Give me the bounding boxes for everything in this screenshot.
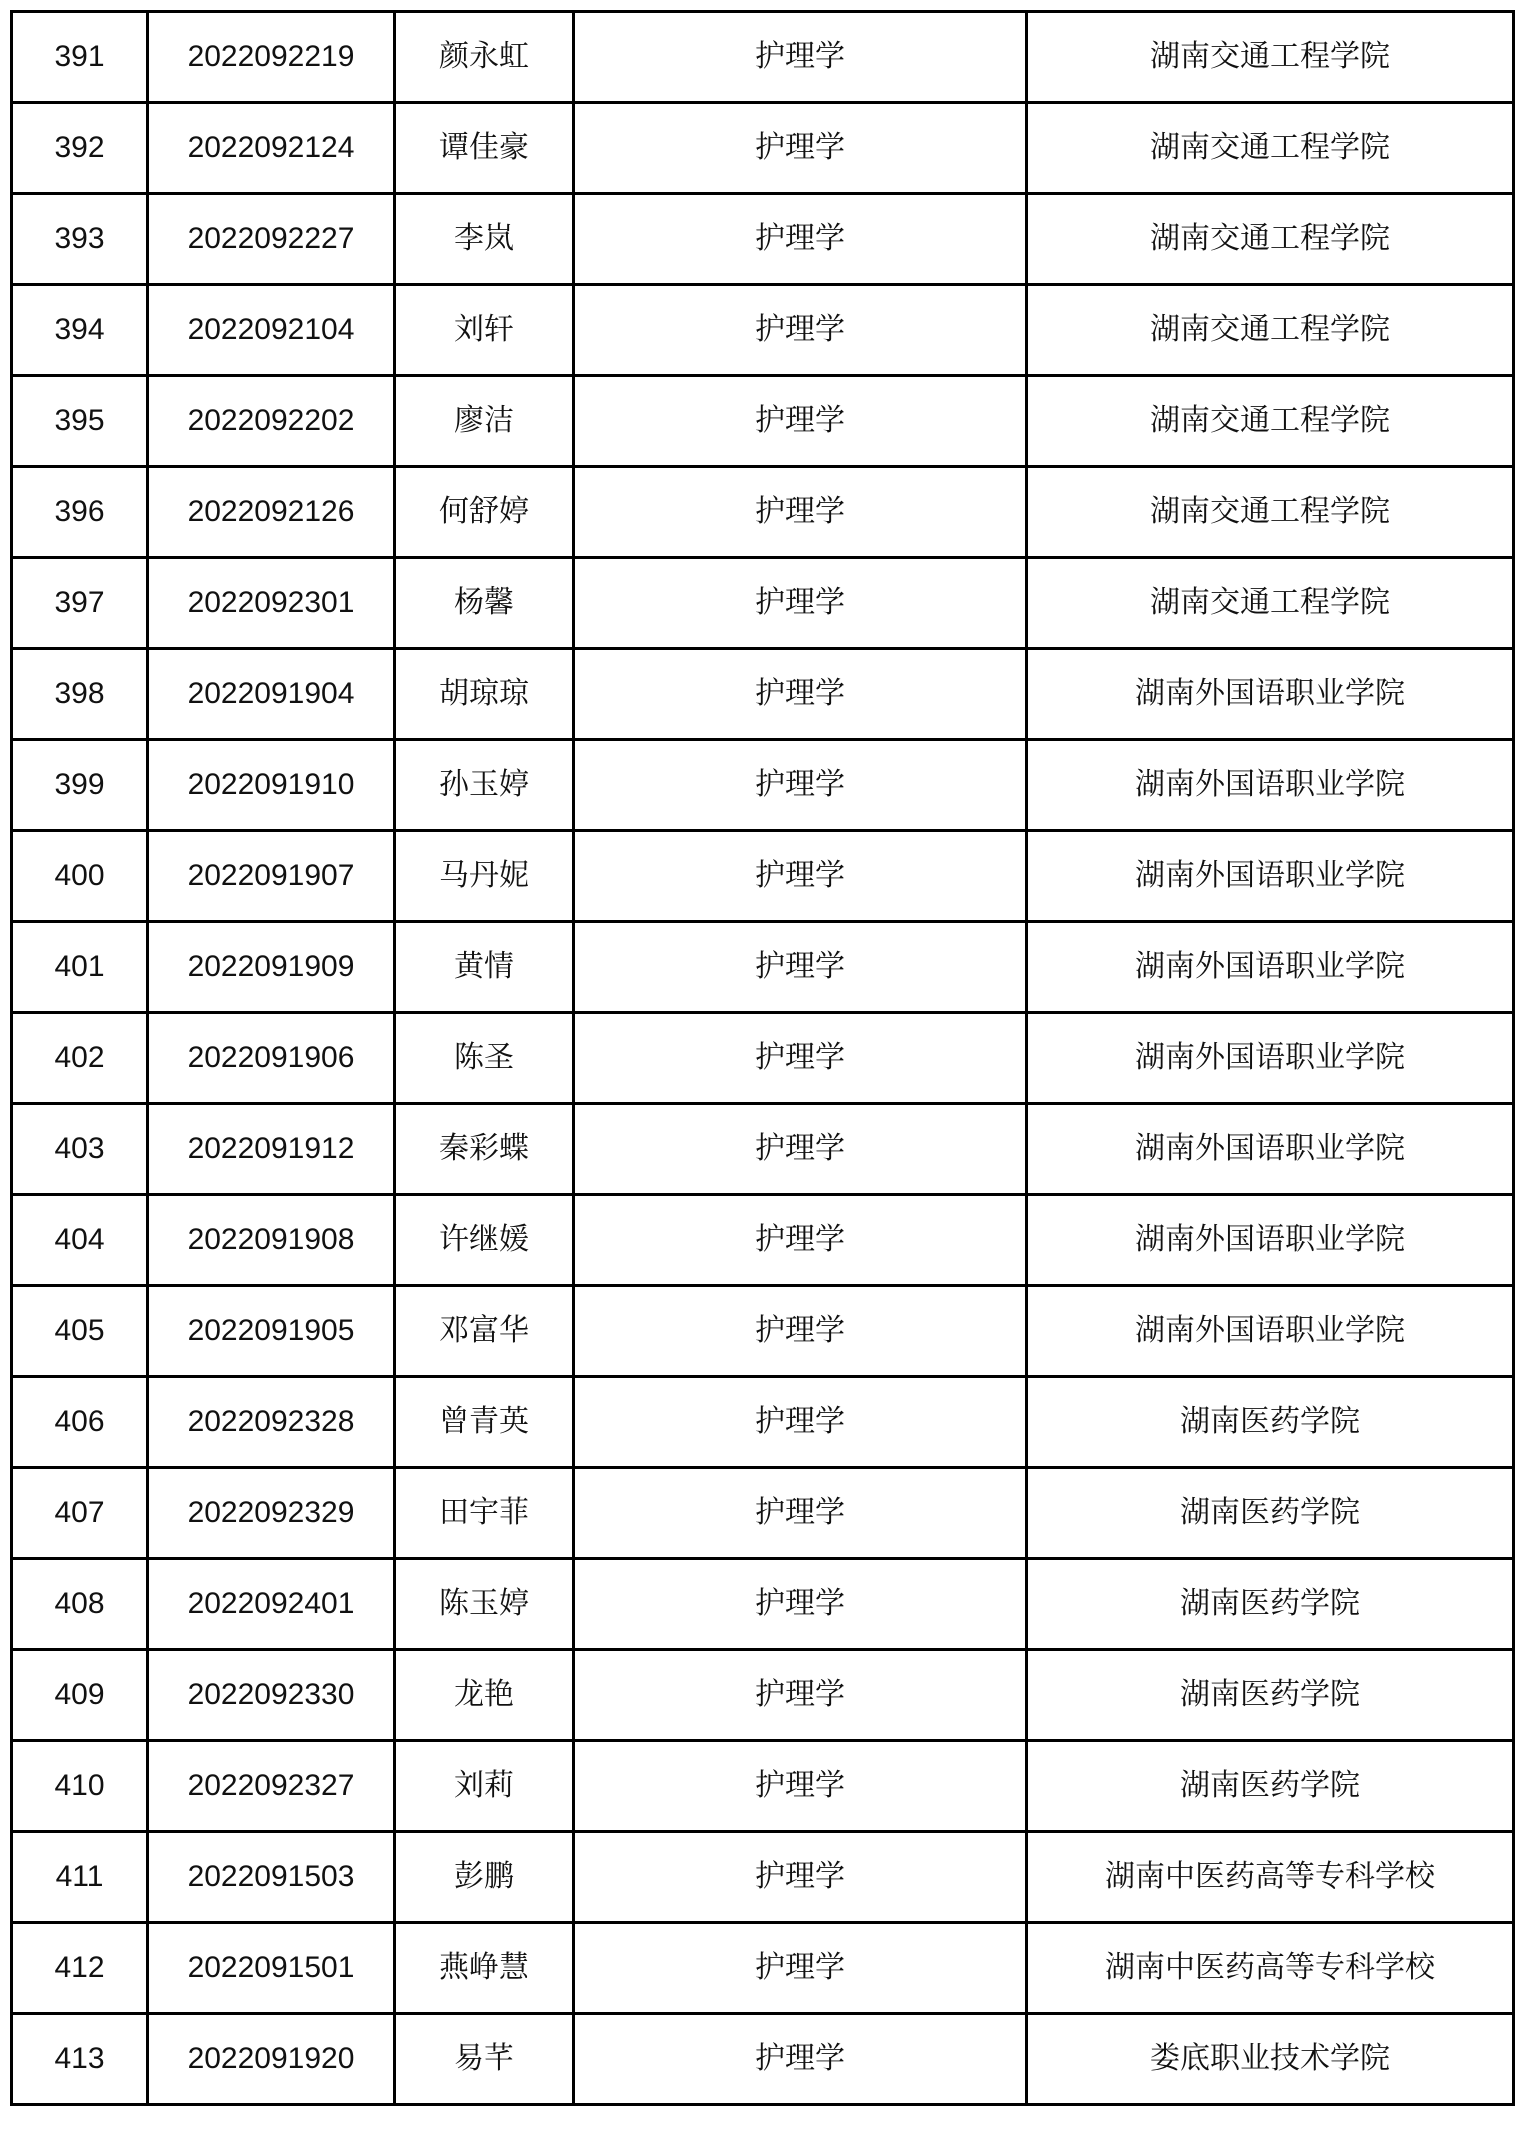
table-row — [12, 1650, 1514, 1741]
cell-school: 湖南医药学院 — [1027, 1468, 1514, 1559]
cell-major: 护理学 — [574, 831, 1027, 922]
student-roster-table — [10, 10, 1515, 2106]
cell-sequence-number: 398 — [12, 649, 148, 740]
cell-school: 湖南外国语职业学院 — [1027, 922, 1514, 1013]
cell-major: 护理学 — [574, 467, 1027, 558]
cell-sequence-number: 393 — [12, 194, 148, 285]
cell-student-id: 2022092330 — [148, 1650, 395, 1741]
cell-student-name: 胡琼琼 — [395, 649, 574, 740]
cell-school: 娄底职业技术学院 — [1027, 2014, 1514, 2105]
table-row — [12, 1832, 1514, 1923]
cell-student-id: 2022092219 — [148, 12, 395, 103]
table-row — [12, 103, 1514, 194]
cell-student-id: 2022091908 — [148, 1195, 395, 1286]
cell-student-id: 2022092104 — [148, 285, 395, 376]
cell-major: 护理学 — [574, 194, 1027, 285]
cell-major: 护理学 — [574, 1741, 1027, 1832]
cell-sequence-number: 409 — [12, 1650, 148, 1741]
cell-sequence-number: 396 — [12, 467, 148, 558]
cell-student-name: 燕峥慧 — [395, 1923, 574, 2014]
cell-major: 护理学 — [574, 1195, 1027, 1286]
cell-school: 湖南交通工程学院 — [1027, 194, 1514, 285]
table-row — [12, 1013, 1514, 1104]
cell-sequence-number: 395 — [12, 376, 148, 467]
cell-student-name: 陈玉婷 — [395, 1559, 574, 1650]
cell-student-id: 2022092126 — [148, 467, 395, 558]
table-row — [12, 1741, 1514, 1832]
table-row — [12, 12, 1514, 103]
cell-major: 护理学 — [574, 1923, 1027, 2014]
cell-major: 护理学 — [574, 12, 1027, 103]
cell-major: 护理学 — [574, 103, 1027, 194]
cell-student-name: 田宇菲 — [395, 1468, 574, 1559]
cell-student-id: 2022091910 — [148, 740, 395, 831]
cell-major: 护理学 — [574, 740, 1027, 831]
cell-student-name: 邓富华 — [395, 1286, 574, 1377]
table-row — [12, 1923, 1514, 2014]
cell-sequence-number: 405 — [12, 1286, 148, 1377]
table-row — [12, 922, 1514, 1013]
cell-student-name: 黄情 — [395, 922, 574, 1013]
cell-student-id: 2022091503 — [148, 1832, 395, 1923]
cell-major: 护理学 — [574, 1832, 1027, 1923]
cell-student-name: 谭佳豪 — [395, 103, 574, 194]
cell-student-id: 2022092329 — [148, 1468, 395, 1559]
cell-sequence-number: 392 — [12, 103, 148, 194]
cell-student-name: 曾青英 — [395, 1377, 574, 1468]
table-row — [12, 1377, 1514, 1468]
cell-sequence-number: 410 — [12, 1741, 148, 1832]
cell-student-id: 2022092124 — [148, 103, 395, 194]
cell-sequence-number: 399 — [12, 740, 148, 831]
cell-student-id: 2022091904 — [148, 649, 395, 740]
cell-student-name: 秦彩蝶 — [395, 1104, 574, 1195]
cell-school: 湖南外国语职业学院 — [1027, 1013, 1514, 1104]
cell-sequence-number: 406 — [12, 1377, 148, 1468]
table-row — [12, 558, 1514, 649]
cell-sequence-number: 411 — [12, 1832, 148, 1923]
cell-sequence-number: 391 — [12, 12, 148, 103]
cell-student-name: 杨馨 — [395, 558, 574, 649]
cell-student-id: 2022091920 — [148, 2014, 395, 2105]
cell-major: 护理学 — [574, 1468, 1027, 1559]
cell-student-id: 2022091909 — [148, 922, 395, 1013]
cell-school: 湖南交通工程学院 — [1027, 103, 1514, 194]
cell-student-name: 廖洁 — [395, 376, 574, 467]
cell-major: 护理学 — [574, 922, 1027, 1013]
cell-student-name: 陈圣 — [395, 1013, 574, 1104]
table-body — [12, 12, 1514, 2105]
cell-sequence-number: 400 — [12, 831, 148, 922]
cell-student-name: 许继媛 — [395, 1195, 574, 1286]
cell-school: 湖南外国语职业学院 — [1027, 1104, 1514, 1195]
cell-sequence-number: 397 — [12, 558, 148, 649]
cell-sequence-number: 401 — [12, 922, 148, 1013]
cell-student-id: 2022092327 — [148, 1741, 395, 1832]
cell-school: 湖南医药学院 — [1027, 1559, 1514, 1650]
cell-school: 湖南交通工程学院 — [1027, 12, 1514, 103]
cell-sequence-number: 408 — [12, 1559, 148, 1650]
table-row — [12, 1104, 1514, 1195]
cell-major: 护理学 — [574, 1377, 1027, 1468]
cell-major: 护理学 — [574, 285, 1027, 376]
cell-sequence-number: 412 — [12, 1923, 148, 2014]
cell-major: 护理学 — [574, 2014, 1027, 2105]
cell-student-name: 孙玉婷 — [395, 740, 574, 831]
cell-student-id: 2022091905 — [148, 1286, 395, 1377]
table-row — [12, 1468, 1514, 1559]
cell-student-name: 易芊 — [395, 2014, 574, 2105]
table-row — [12, 649, 1514, 740]
cell-school: 湖南中医药高等专科学校 — [1027, 1923, 1514, 2014]
cell-student-name: 何舒婷 — [395, 467, 574, 558]
cell-major: 护理学 — [574, 649, 1027, 740]
cell-sequence-number: 413 — [12, 2014, 148, 2105]
cell-student-name: 刘轩 — [395, 285, 574, 376]
cell-school: 湖南交通工程学院 — [1027, 467, 1514, 558]
cell-major: 护理学 — [574, 1559, 1027, 1650]
cell-sequence-number: 394 — [12, 285, 148, 376]
table-row — [12, 376, 1514, 467]
cell-sequence-number: 402 — [12, 1013, 148, 1104]
cell-school: 湖南交通工程学院 — [1027, 376, 1514, 467]
cell-sequence-number: 404 — [12, 1195, 148, 1286]
cell-sequence-number: 403 — [12, 1104, 148, 1195]
cell-school: 湖南医药学院 — [1027, 1650, 1514, 1741]
cell-major: 护理学 — [574, 1286, 1027, 1377]
cell-school: 湖南医药学院 — [1027, 1741, 1514, 1832]
cell-major: 护理学 — [574, 1104, 1027, 1195]
cell-student-id: 2022092401 — [148, 1559, 395, 1650]
cell-school: 湖南医药学院 — [1027, 1377, 1514, 1468]
table-row — [12, 2014, 1514, 2105]
table-row — [12, 1195, 1514, 1286]
cell-student-id: 2022092328 — [148, 1377, 395, 1468]
cell-student-id: 2022091906 — [148, 1013, 395, 1104]
table-row — [12, 285, 1514, 376]
table-row — [12, 467, 1514, 558]
cell-student-id: 2022091907 — [148, 831, 395, 922]
table-row — [12, 1559, 1514, 1650]
cell-major: 护理学 — [574, 1650, 1027, 1741]
cell-major: 护理学 — [574, 1013, 1027, 1104]
table-row — [12, 740, 1514, 831]
cell-student-id: 2022092202 — [148, 376, 395, 467]
cell-major: 护理学 — [574, 558, 1027, 649]
cell-school: 湖南交通工程学院 — [1027, 558, 1514, 649]
cell-student-name: 龙艳 — [395, 1650, 574, 1741]
cell-student-id: 2022092227 — [148, 194, 395, 285]
cell-student-id: 2022092301 — [148, 558, 395, 649]
cell-student-name: 马丹妮 — [395, 831, 574, 922]
cell-school: 湖南交通工程学院 — [1027, 285, 1514, 376]
cell-school: 湖南外国语职业学院 — [1027, 1286, 1514, 1377]
cell-school: 湖南外国语职业学院 — [1027, 1195, 1514, 1286]
table-row — [12, 831, 1514, 922]
cell-student-id: 2022091912 — [148, 1104, 395, 1195]
cell-major: 护理学 — [574, 376, 1027, 467]
cell-student-name: 彭鹏 — [395, 1832, 574, 1923]
cell-school: 湖南外国语职业学院 — [1027, 831, 1514, 922]
cell-student-id: 2022091501 — [148, 1923, 395, 2014]
cell-school: 湖南中医药高等专科学校 — [1027, 1832, 1514, 1923]
cell-student-name: 李岚 — [395, 194, 574, 285]
cell-student-name: 颜永虹 — [395, 12, 574, 103]
table-row — [12, 1286, 1514, 1377]
cell-sequence-number: 407 — [12, 1468, 148, 1559]
cell-student-name: 刘莉 — [395, 1741, 574, 1832]
cell-school: 湖南外国语职业学院 — [1027, 649, 1514, 740]
table-row — [12, 194, 1514, 285]
cell-school: 湖南外国语职业学院 — [1027, 740, 1514, 831]
